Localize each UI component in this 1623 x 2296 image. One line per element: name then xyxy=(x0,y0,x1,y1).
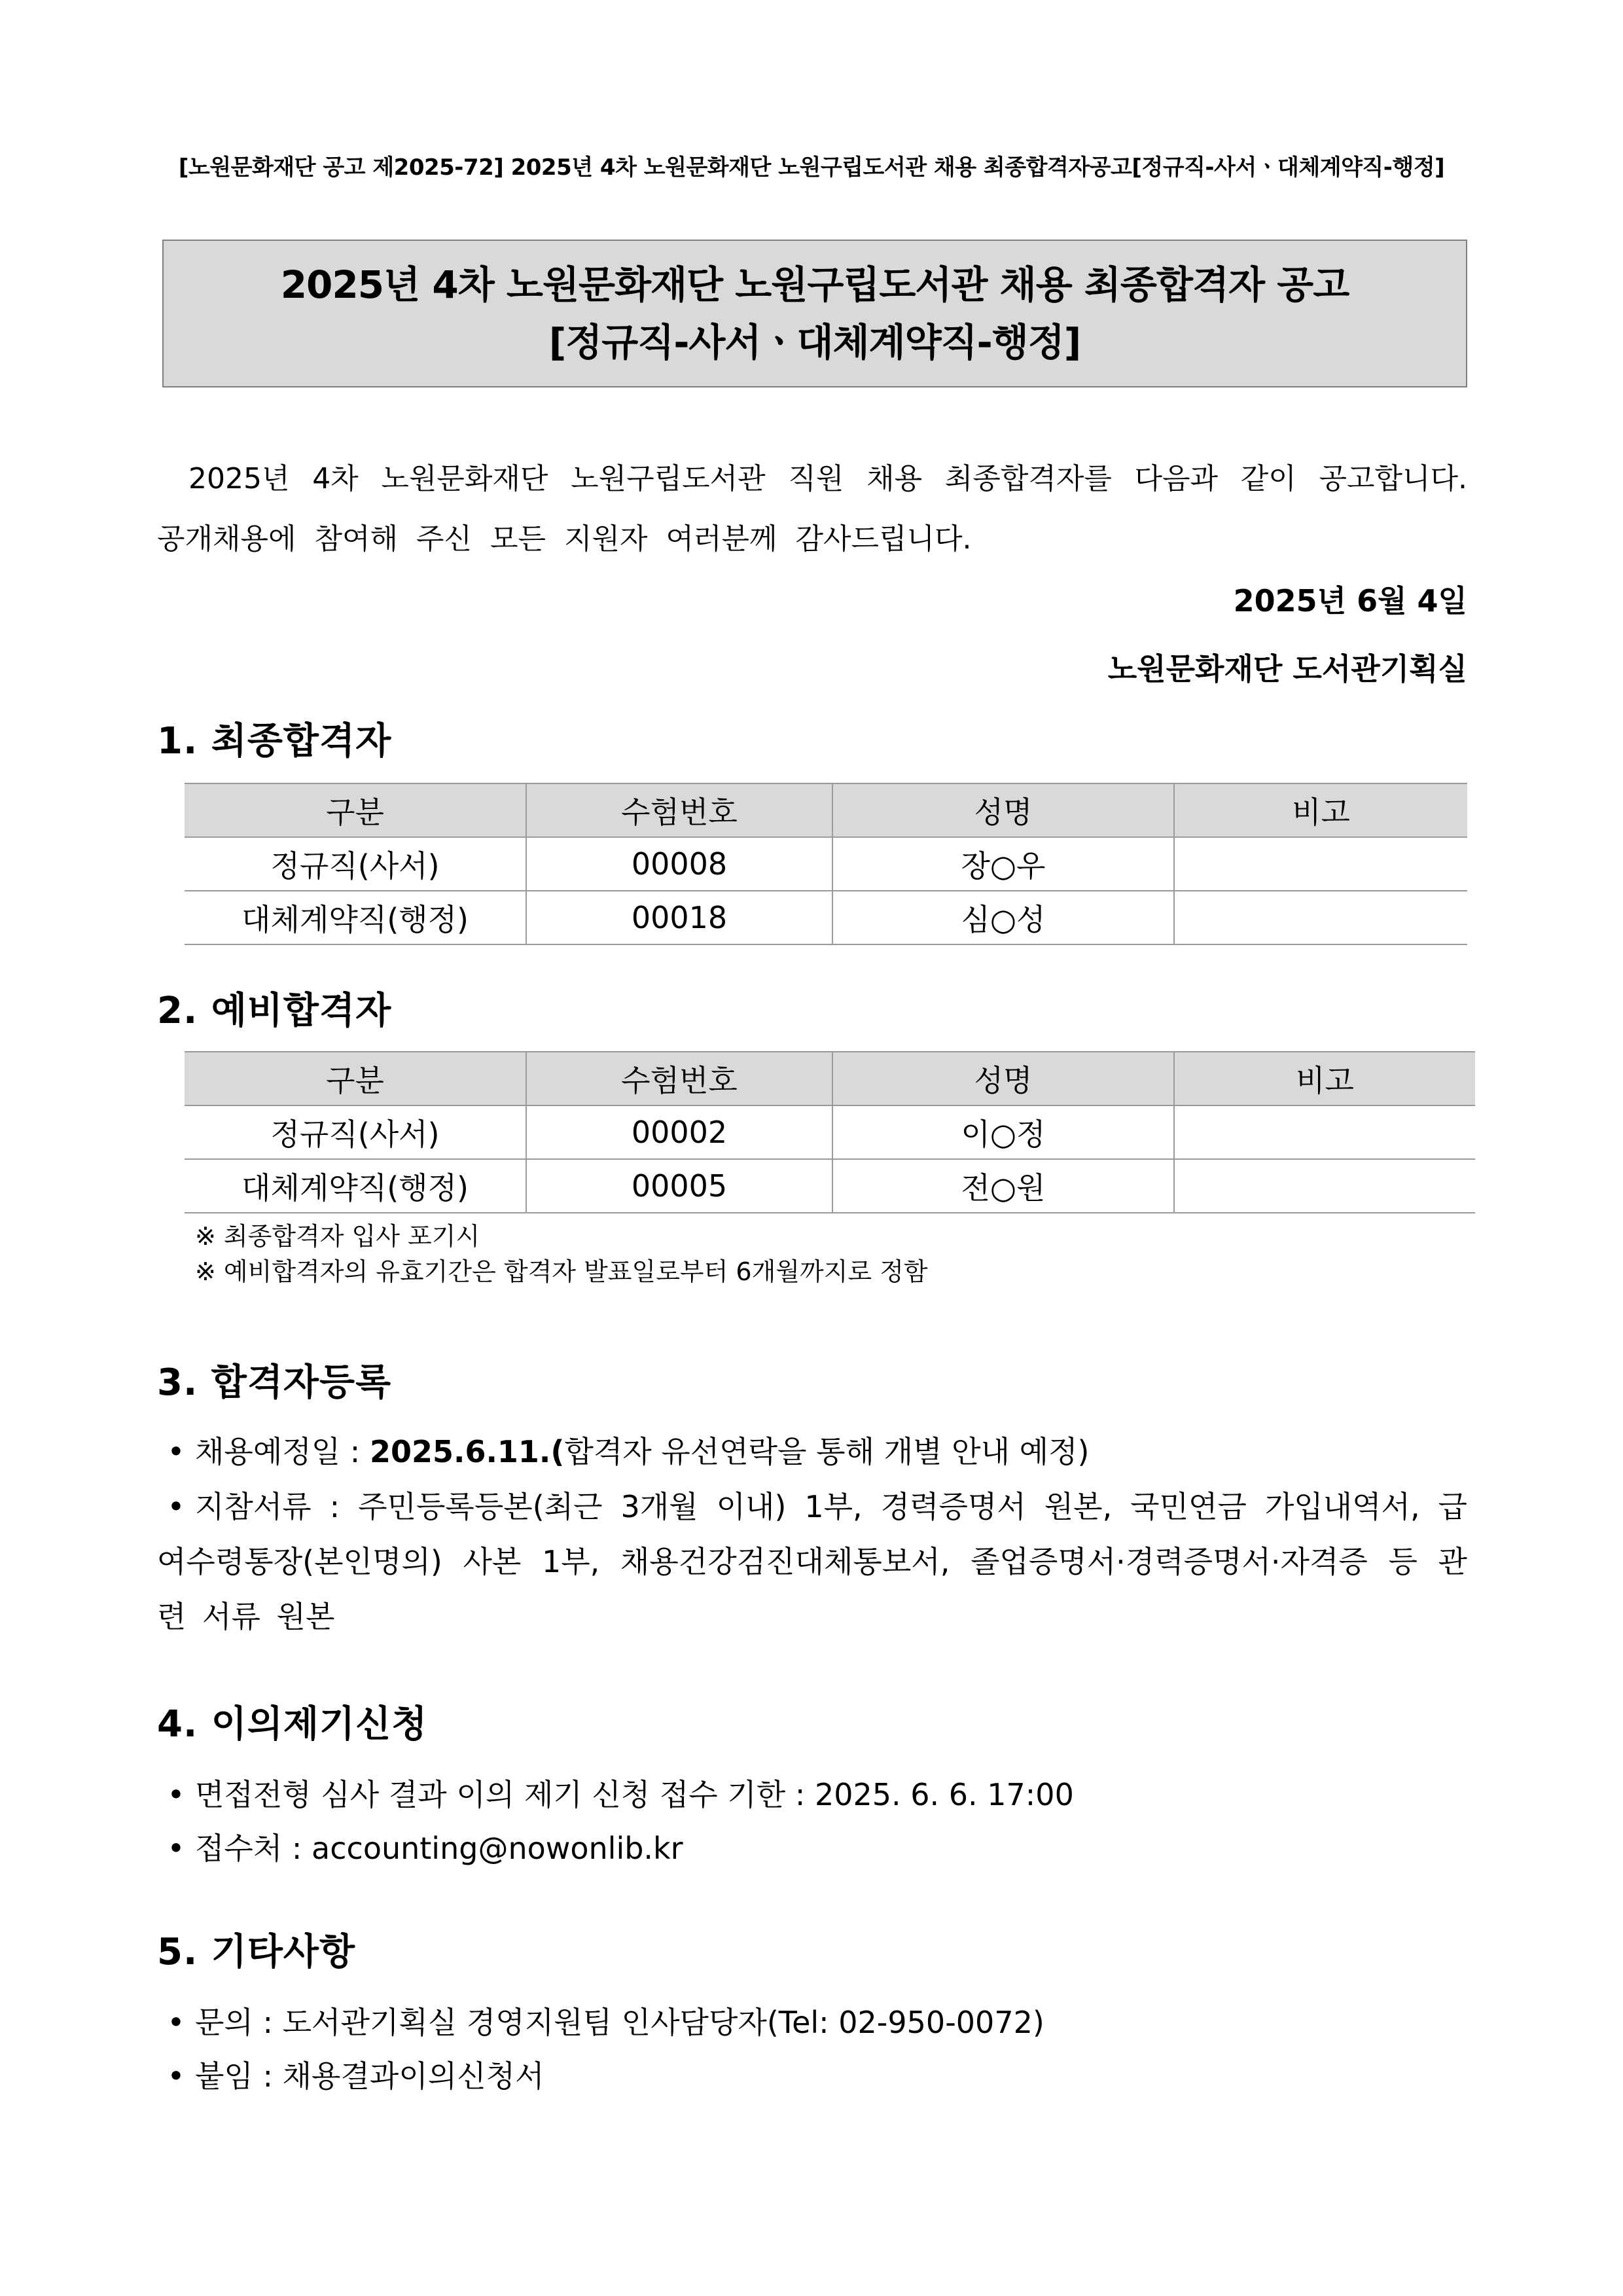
intro-paragraph: 2025년 4차 노원문화재단 노원구립도서관 직원 채용 최종합격자를 다음과 같이 공고합니다. 공개채용에 참여해 주신 모든 지원자 여러분께 감사드립니다. xyxy=(157,462,1467,556)
cell-exam-number: 00005 xyxy=(526,1159,832,1213)
header-name: 성명 xyxy=(832,783,1174,837)
hire-date-value: 2025.6.11.( xyxy=(369,1434,565,1469)
cell-exam-number: 00018 xyxy=(526,891,832,944)
cell-name: 이○정 xyxy=(832,1105,1174,1159)
table-row xyxy=(185,1105,1475,1159)
bullet-icon: • xyxy=(167,2058,185,2094)
title-line-2: [정규직-사서ㆍ대체계약직-행정] xyxy=(548,320,1081,365)
bullet-icon: • xyxy=(167,1434,185,1469)
hire-date-item xyxy=(157,1424,1467,1479)
required-documents-text: 지참서류 : 주민등록등본(최근 3개월 이내) 1부, 경력증명서 원본, 국민연금 가입내역서, 급여수령통장(본인명의) 사본 1부, 채용건강검진대체통보서, 졸업증명서·경력증명서·자격증 등 관련 서류 원본 xyxy=(157,1489,1467,1634)
announcement-date: 2025년 6월 4일 xyxy=(1233,583,1467,619)
section-3-title: 3. 합격자등록 xyxy=(157,1361,392,1404)
objection-contact-item xyxy=(157,1821,1467,1876)
bullet-icon: • xyxy=(167,1831,185,1866)
hire-date-label: 채용예정일 : xyxy=(195,1434,370,1469)
reserve-note-2: ※ 예비합격자의 유효기간은 합격자 발표일로부터 6개월까지로 정함 xyxy=(195,1257,928,1286)
cell-category: 정규직(사서) xyxy=(185,1105,526,1159)
cell-name: 장○우 xyxy=(832,837,1174,891)
header-remarks: 비고 xyxy=(1174,1052,1475,1105)
header-name: 성명 xyxy=(832,1052,1174,1105)
cell-remarks xyxy=(1174,837,1467,891)
objection-deadline-text: 면접전형 심사 결과 이의 제기 신청 접수 기한 : 2025. 6. 6. 17:00 xyxy=(195,1777,1074,1812)
header-category: 구분 xyxy=(185,1052,526,1105)
table-row xyxy=(185,837,1467,891)
final-passers-table xyxy=(185,783,1467,945)
bullet-icon: • xyxy=(167,1489,185,1524)
reserve-note-1: ※ 최종합격자 입사 포기시 xyxy=(195,1222,480,1251)
cell-remarks xyxy=(1174,891,1467,944)
bullet-icon: • xyxy=(167,1777,185,1812)
title-line-1: 2025년 4차 노원문화재단 노원구립도서관 채용 최종합격자 공고 xyxy=(280,262,1349,307)
cell-exam-number: 00002 xyxy=(526,1105,832,1159)
cell-name: 심○성 xyxy=(832,891,1174,944)
title-box xyxy=(162,240,1467,387)
attachment-item xyxy=(157,2049,1467,2104)
header-exam-number: 수험번호 xyxy=(526,1052,832,1105)
required-documents-item xyxy=(157,1479,1467,1644)
bullet-icon: • xyxy=(167,2005,185,2040)
section-1-title: 1. 최종합격자 xyxy=(157,720,392,762)
reserve-passers-table xyxy=(185,1051,1475,1213)
notice-header: [노원문화재단 공고 제2025-72] 2025년 4차 노원문화재단 노원구립도서관 채용 최종합격자공고[정규직-사서ㆍ대체계약직-행정] xyxy=(178,154,1445,181)
table-header-row xyxy=(185,1052,1475,1105)
inquiry-text: 문의 : 도서관기획실 경영지원팀 인사담당자(Tel: 02-950-0072) xyxy=(195,2005,1044,2040)
section-2-title: 2. 예비합격자 xyxy=(157,990,392,1032)
section-5-title: 5. 기타사항 xyxy=(157,1931,356,1973)
table-header-row xyxy=(185,783,1467,837)
cell-category: 대체계약직(행정) xyxy=(185,1159,526,1213)
header-exam-number: 수험번호 xyxy=(526,783,832,837)
cell-name: 전○원 xyxy=(832,1159,1174,1213)
cell-remarks xyxy=(1174,1159,1475,1213)
table-row xyxy=(185,891,1467,944)
hire-date-detail: 합격자 유선연락을 통해 개별 안내 예정) xyxy=(564,1434,1090,1469)
cell-category: 정규직(사서) xyxy=(185,837,526,891)
inquiry-item xyxy=(157,1995,1467,2050)
section-4-title: 4. 이의제기신청 xyxy=(157,1703,428,1746)
objection-deadline-item xyxy=(157,1767,1467,1822)
objection-contact-text: 접수처 : accounting@nowonlib.kr xyxy=(195,1831,683,1866)
cell-remarks xyxy=(1174,1105,1475,1159)
cell-category: 대체계약직(행정) xyxy=(185,891,526,944)
attachment-text: 붙임 : 채용결과이의신청서 xyxy=(195,2058,544,2094)
table-row xyxy=(185,1159,1475,1213)
organization-name: 노원문화재단 도서관기획실 xyxy=(1107,651,1467,687)
header-remarks: 비고 xyxy=(1174,783,1467,837)
header-category: 구분 xyxy=(185,783,526,837)
cell-exam-number: 00008 xyxy=(526,837,832,891)
